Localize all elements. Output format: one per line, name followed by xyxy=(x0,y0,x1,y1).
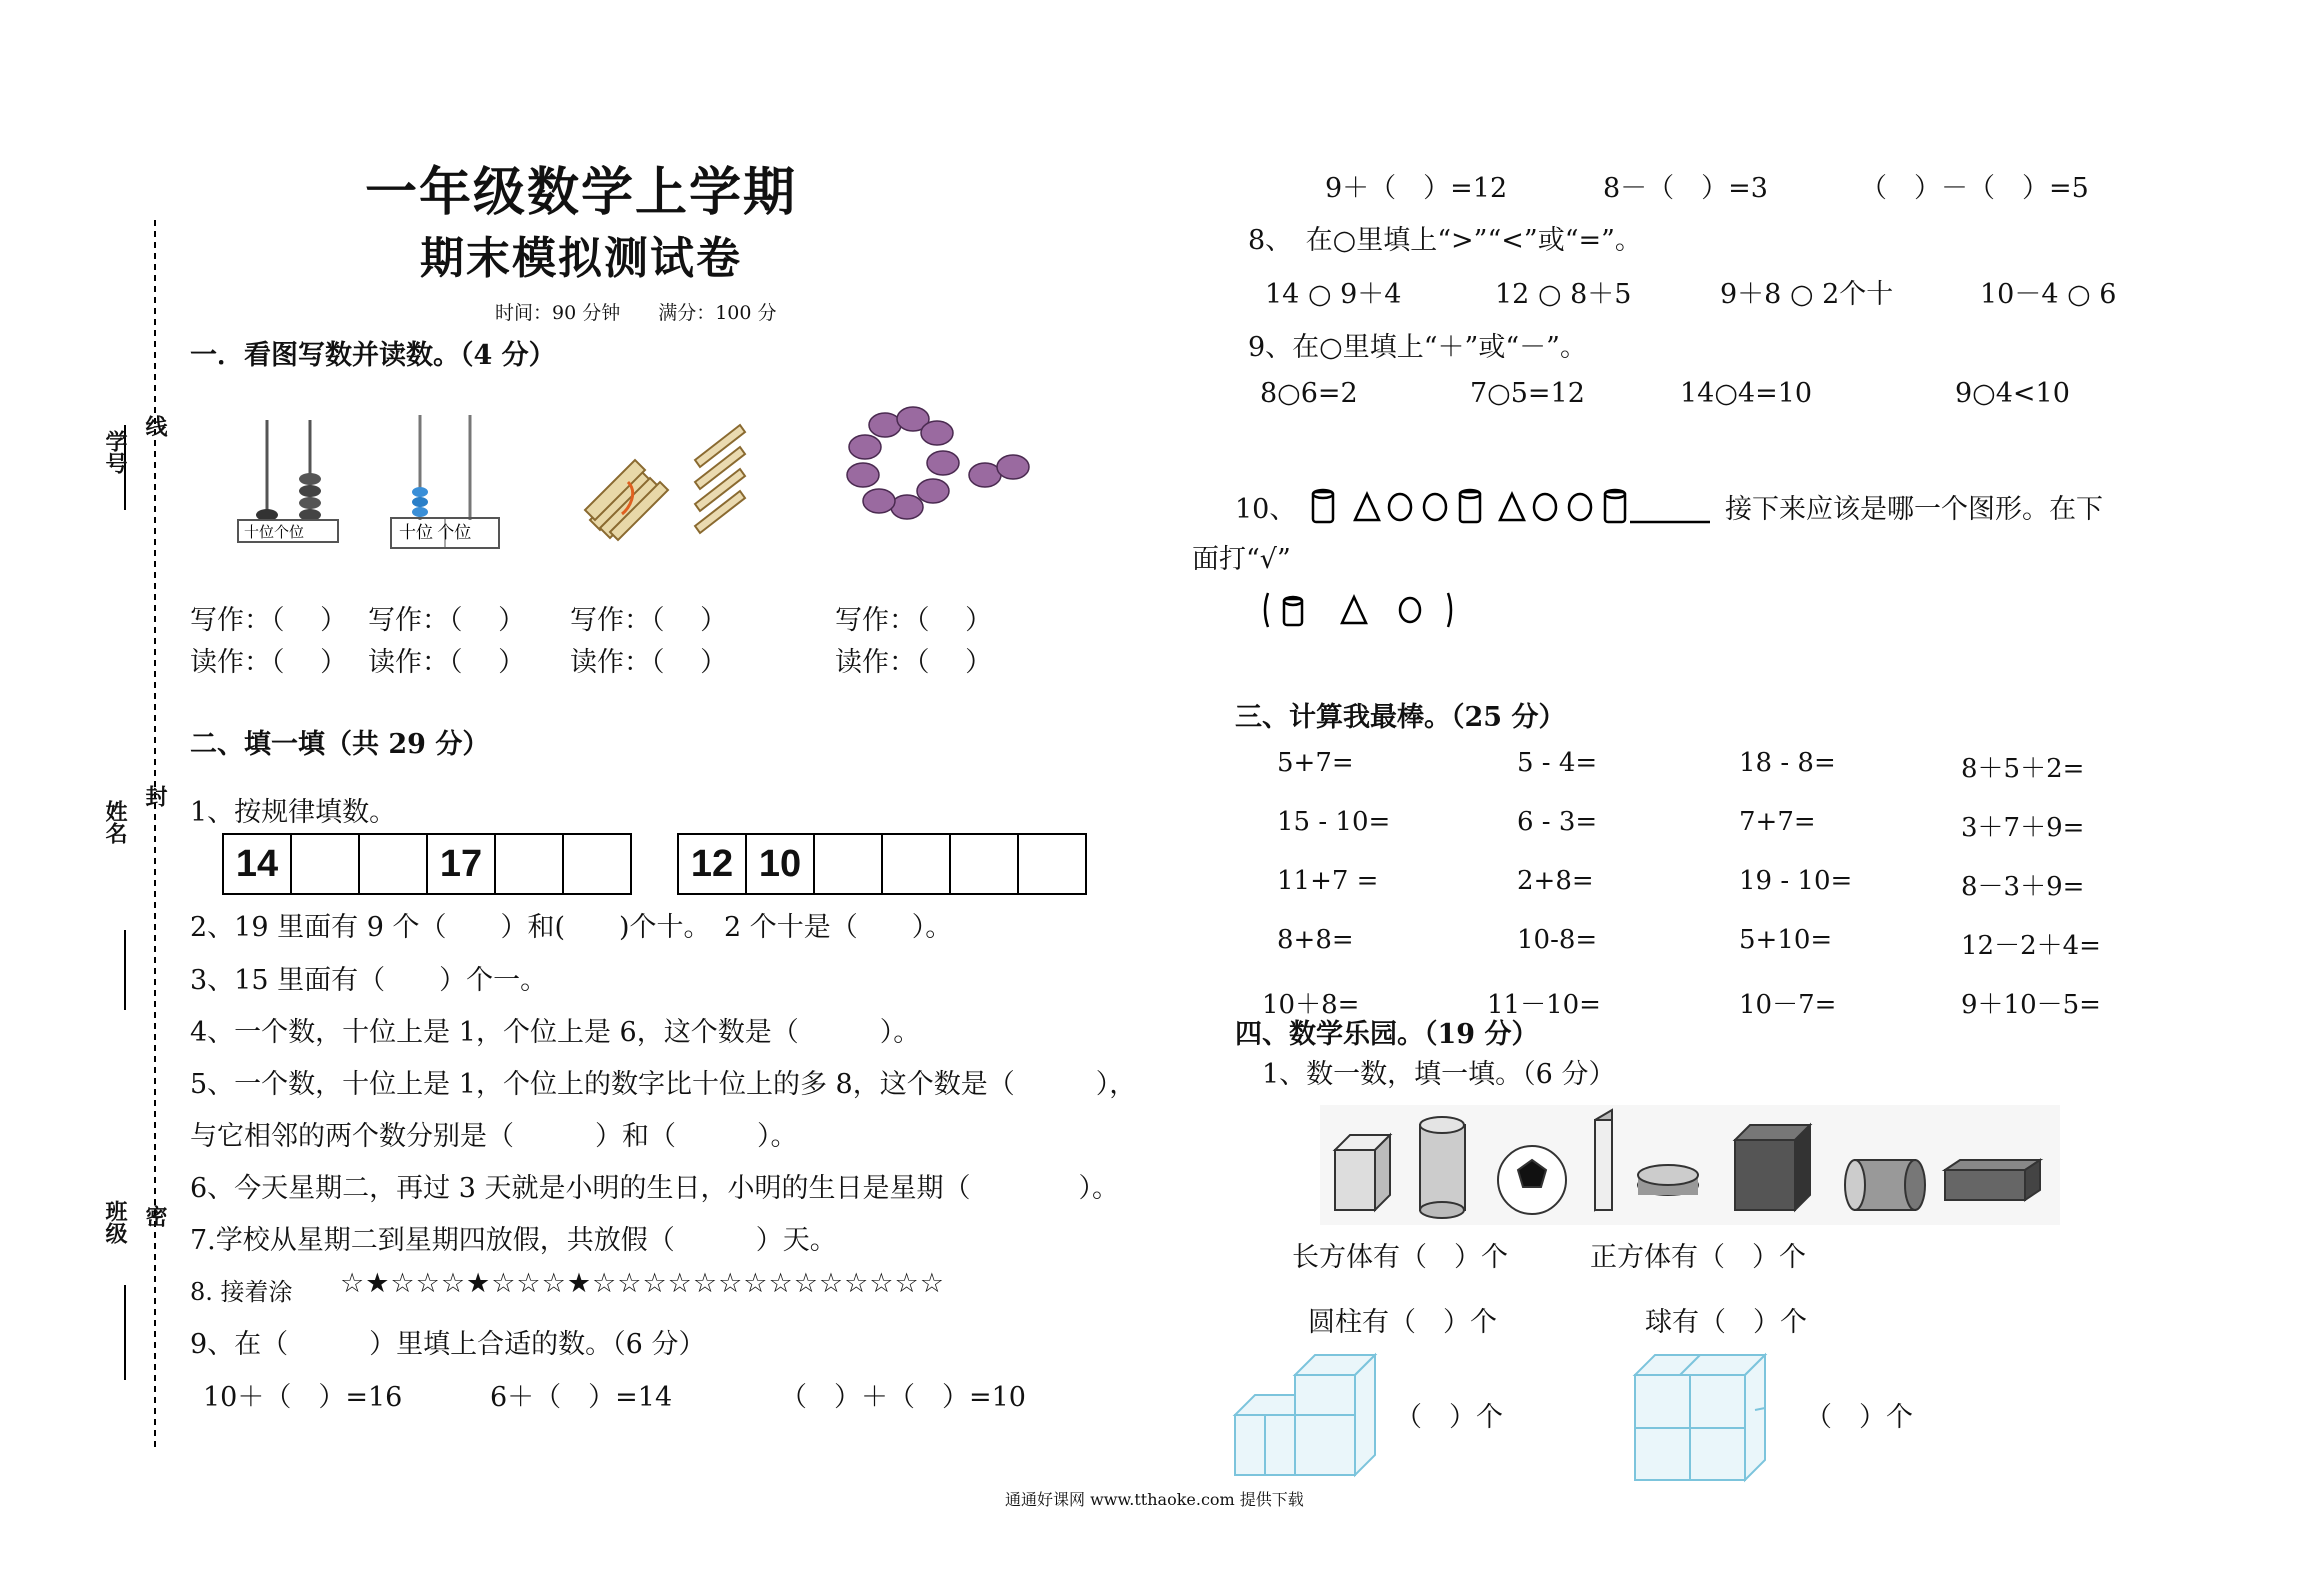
calc-item[interactable]: 8－3＋9= xyxy=(1961,872,2085,902)
solids-picture xyxy=(1320,1105,2060,1225)
section3-heading: 三、计算我最棒。（25 分） xyxy=(1235,702,1566,733)
secret-label: 密 xyxy=(142,1205,168,1227)
pattern-box[interactable]: 14 xyxy=(224,835,292,893)
shape-choices[interactable] xyxy=(1260,585,1460,635)
calc-item[interactable]: 6 - 3= xyxy=(1517,807,1598,837)
sign-item-3[interactable]: 14○4=10 xyxy=(1680,378,1813,409)
read-answer-2[interactable]: 读作：（ ） xyxy=(368,647,526,678)
calc-item[interactable]: 10＋8= xyxy=(1262,990,1360,1020)
abacus1-label: 十位个位 xyxy=(244,525,305,541)
id-label: 学号 xyxy=(102,430,128,474)
compare-item-1[interactable]: 14 ○ 9＋4 xyxy=(1265,279,1402,310)
calc-item[interactable]: 8+8= xyxy=(1277,925,1354,955)
cube-stack-count-1[interactable]: （ ）个 xyxy=(1395,1402,1503,1433)
q8-label: 8. 接着涂 xyxy=(190,1278,293,1306)
q1-text: 1、按规律填数。 xyxy=(190,797,397,828)
sec4-q1: 1、数一数，填一填。（6 分） xyxy=(1262,1059,1616,1090)
write-answer-3[interactable]: 写作：（ ） xyxy=(570,605,728,636)
calc-grid xyxy=(1262,748,2177,1021)
sign-item-1[interactable]: 8○6=2 xyxy=(1260,378,1358,409)
pattern-box[interactable] xyxy=(360,835,428,893)
read-answer-3[interactable]: 读作：（ ） xyxy=(570,647,728,678)
exam-meta: 时间：90 分钟 满分：100 分 xyxy=(495,302,777,324)
class-label: 班级 xyxy=(102,1200,128,1244)
compare-item-3[interactable]: 9＋8 ○ 2个十 xyxy=(1720,279,1894,310)
calc-item[interactable]: 12－2＋4= xyxy=(1961,931,2101,961)
calc-item[interactable]: 3＋7＋9= xyxy=(1961,813,2085,843)
q8-stars: ☆★☆☆☆★☆☆☆★☆☆☆☆☆☆☆☆☆☆☆☆☆☆ xyxy=(340,1268,945,1299)
cube-stack-count-2[interactable]: （ ）个 xyxy=(1805,1402,1913,1433)
write-answer-4[interactable]: 写作：（ ） xyxy=(835,605,993,636)
pattern-box[interactable] xyxy=(496,835,564,893)
read-answer-4[interactable]: 读作：（ ） xyxy=(835,647,993,678)
calc-item[interactable]: 18 - 8= xyxy=(1739,748,1836,778)
q10-text: 接下来应该是哪一个图形。在下 xyxy=(1725,494,2103,525)
calc-item[interactable]: 2+8= xyxy=(1517,866,1594,896)
seal-label: 封 xyxy=(142,785,168,807)
q3-text: 3、15 里面有（ ）个一。 xyxy=(190,965,548,996)
calc-item[interactable]: 11－10= xyxy=(1487,990,1601,1020)
q9-eq-c[interactable]: （ ）＋（ ）=10 xyxy=(780,1382,1026,1413)
q9-eq-b[interactable]: 6＋（ ）=14 xyxy=(490,1382,673,1413)
calc-item[interactable]: 19 - 10= xyxy=(1739,866,1853,896)
calc-item[interactable]: 10-8= xyxy=(1517,925,1598,955)
q10-number: 10、 xyxy=(1235,494,1297,525)
pattern-box[interactable] xyxy=(815,835,883,893)
pattern-box[interactable] xyxy=(883,835,951,893)
q7-text: 7.学校从星期二到星期四放假，共放假（ ）天。 xyxy=(190,1225,837,1256)
sticks-picture xyxy=(580,420,780,550)
cylinder-count[interactable]: 圆柱有（ ）个 xyxy=(1308,1307,1497,1338)
q9-text: 9、在（ ）里填上合适的数。（6 分） xyxy=(190,1329,706,1360)
page-subtitle: 期末模拟测试卷 xyxy=(420,233,742,284)
footer-text: 通通好课网 www.tthaoke.com 提供下载 xyxy=(1005,1490,1304,1509)
read-answer-1[interactable]: 读作：（ ） xyxy=(190,647,348,678)
q9-eq-a[interactable]: 10＋（ ）=16 xyxy=(203,1382,403,1413)
sign-item-2[interactable]: 7○5=12 xyxy=(1470,378,1585,409)
section4-heading: 四、数学乐园。（19 分） xyxy=(1235,1019,1539,1050)
q4-text: 4、一个数，十位上是 1，个位上是 6，这个数是（ ）。 xyxy=(190,1017,921,1048)
q2-text: 2、19 里面有 9 个（ ）和( )个十。 2 个十是（ ）。 xyxy=(190,912,953,943)
page-title: 一年级数学上学期 xyxy=(365,162,798,223)
calc-item[interactable]: 11+7 = xyxy=(1277,866,1379,896)
section1-heading: 一．看图写数并读数。（4 分） xyxy=(190,340,556,371)
q9-eq-d[interactable]: 9＋（ ）=12 xyxy=(1325,173,1508,204)
abacus-picture-2 xyxy=(385,410,505,550)
sign-item-4[interactable]: 9○4<10 xyxy=(1955,378,2070,409)
pattern-box[interactable] xyxy=(564,835,630,893)
pattern-box[interactable]: 10 xyxy=(747,835,815,893)
compare-item-4[interactable]: 10－4 ○ 6 xyxy=(1980,279,2117,310)
sign-question: 9、在○里填上“＋”或“－”。 xyxy=(1248,332,1587,363)
q10-text-b: 面打“√” xyxy=(1192,544,1291,575)
compare-question: 8、 在○里填上“>”“<”或“=”。 xyxy=(1248,225,1642,256)
line-label: 线 xyxy=(142,415,168,437)
calc-item[interactable]: 9＋10－5= xyxy=(1961,990,2101,1020)
q5-text-a: 5、一个数，十位上是 1，个位上的数字比十位上的多 8，这个数是（ ）， xyxy=(190,1069,1137,1100)
name-label: 姓名 xyxy=(102,800,128,844)
calc-item[interactable]: 8＋5＋2= xyxy=(1961,754,2085,784)
calc-item[interactable]: 15 - 10= xyxy=(1277,807,1391,837)
cuboid-count[interactable]: 长方体有（ ）个 xyxy=(1292,1242,1508,1273)
abacus2-label: 十位 个位 xyxy=(399,523,472,542)
pattern-box[interactable] xyxy=(951,835,1019,893)
pattern-box[interactable] xyxy=(1019,835,1085,893)
calc-item[interactable]: 10－7= xyxy=(1739,990,1837,1020)
pattern-box[interactable]: 17 xyxy=(428,835,496,893)
calc-item[interactable]: 7+7= xyxy=(1739,807,1816,837)
number-pattern-boxes-2 xyxy=(677,833,1087,895)
q9-eq-f[interactable]: （ ）－（ ）=5 xyxy=(1860,173,2089,204)
compare-item-2[interactable]: 12 ○ 8＋5 xyxy=(1495,279,1632,310)
abacus-picture-1 xyxy=(230,415,345,545)
number-pattern-boxes-1 xyxy=(222,833,632,895)
q9-eq-e[interactable]: 8－（ ）=3 xyxy=(1603,173,1768,204)
section2-heading: 二、填一填（共 29 分） xyxy=(190,729,490,760)
calc-item[interactable]: 5+10= xyxy=(1739,925,1833,955)
calc-item[interactable]: 5 - 4= xyxy=(1517,748,1598,778)
q6-text: 6、今天星期二，再过 3 天就是小明的生日，小明的生日是星期（ ）。 xyxy=(190,1173,1120,1204)
calc-item[interactable]: 5+7= xyxy=(1277,748,1354,778)
write-answer-2[interactable]: 写作：（ ） xyxy=(368,605,526,636)
shape-sequence xyxy=(1305,482,1715,530)
q5-text-b: 与它相邻的两个数分别是（ ）和（ ）。 xyxy=(190,1121,798,1152)
pattern-box[interactable]: 12 xyxy=(679,835,747,893)
pattern-box[interactable] xyxy=(292,835,360,893)
cube-stack-picture-2 xyxy=(1630,1350,1780,1485)
write-answer-1[interactable]: 写作：（ ） xyxy=(190,605,348,636)
sphere-count[interactable]: 球有（ ）个 xyxy=(1645,1307,1807,1338)
cube-stack-picture-1 xyxy=(1230,1350,1400,1480)
leaves-picture xyxy=(845,405,1045,535)
cube-count[interactable]: 正方体有（ ）个 xyxy=(1590,1242,1806,1273)
